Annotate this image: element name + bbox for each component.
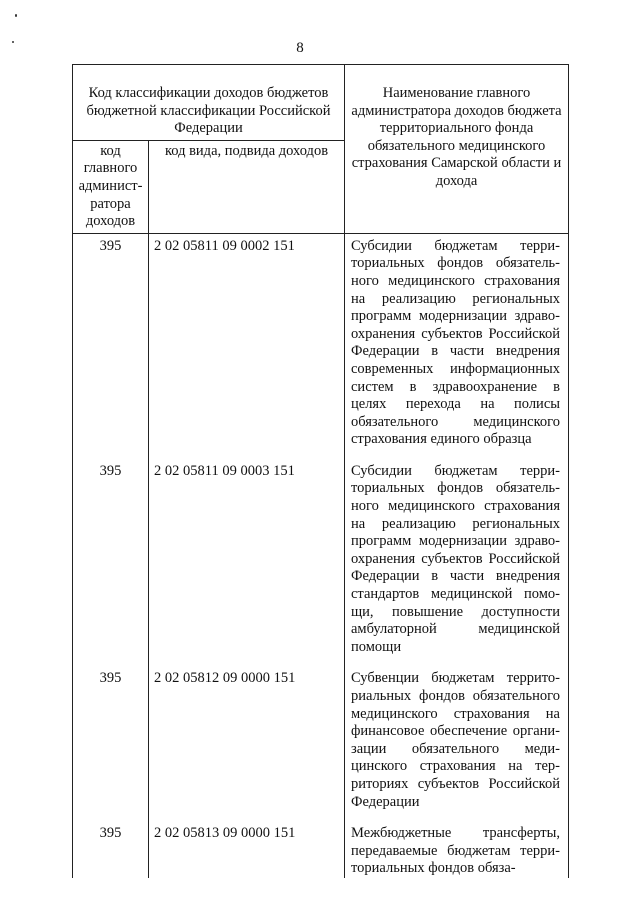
page-number: 8 bbox=[296, 40, 304, 56]
table-row bbox=[73, 459, 569, 667]
income-code-cell: 2 02 05811 09 0002 151 bbox=[149, 233, 345, 459]
income-code-cell: 2 02 05812 09 0000 151 bbox=[149, 666, 345, 821]
admin-code-cell: 395 bbox=[73, 459, 149, 667]
admin-code-cell: 395 bbox=[73, 666, 149, 821]
admin-code-cell: 395 bbox=[73, 821, 149, 878]
income-name-cell: Межбюджетные трансферты, передаваемые бюджетам терри-ториальных фондов обяза- bbox=[345, 821, 569, 878]
header-classification-code: Код классификации доходов бюджетов бюджетной классификации Российской Федерации bbox=[73, 65, 345, 141]
header-administrator-name: Наименование главного администратора доходов бюджета территориального фонда обязательного медицинского страхования Самарской области и дохода bbox=[345, 65, 569, 234]
header-admin-code: код главного админист- ратора доходов bbox=[73, 140, 149, 233]
income-name-cell: Субсидии бюджетам терри-ториальных фондов обязатель-ного медицинского страхования на реализацию региональных программ модернизации здраво-охранения субъектов Российской Федерации в части внедрения современных информационных систем в здравоохранение в целях перехода на полисы обязательного медицинского страхования единого образца bbox=[345, 233, 569, 459]
table-row bbox=[73, 821, 569, 878]
budget-classification-table bbox=[72, 64, 569, 878]
income-name-cell: Субсидии бюджетам терри-ториальных фондов обязатель-ного медицинского страхования на реализацию региональных программ модернизации здраво-охранения субъектов Российской Федерации в части внедрения стандартов медицинской помо-щи, повышение доступности амбулаторной медицинской помощи bbox=[345, 459, 569, 667]
table-row bbox=[73, 233, 569, 459]
table-row bbox=[73, 666, 569, 821]
scan-speck bbox=[15, 14, 17, 17]
table-header-row bbox=[73, 65, 569, 141]
income-code-cell: 2 02 05813 09 0000 151 bbox=[149, 821, 345, 878]
income-name-cell: Субвенции бюджетам террито-риальных фондов обязательного медицинского страхования на финансовое обеспечение органи-зации обязательного меди-цинского страхования на тер-риториях субъектов Российской Федерации bbox=[345, 666, 569, 821]
scan-speck bbox=[12, 41, 14, 43]
income-code-cell: 2 02 05811 09 0003 151 bbox=[149, 459, 345, 667]
header-kind-code: код вида, подвида доходов bbox=[149, 140, 345, 233]
admin-code-cell: 395 bbox=[73, 233, 149, 459]
